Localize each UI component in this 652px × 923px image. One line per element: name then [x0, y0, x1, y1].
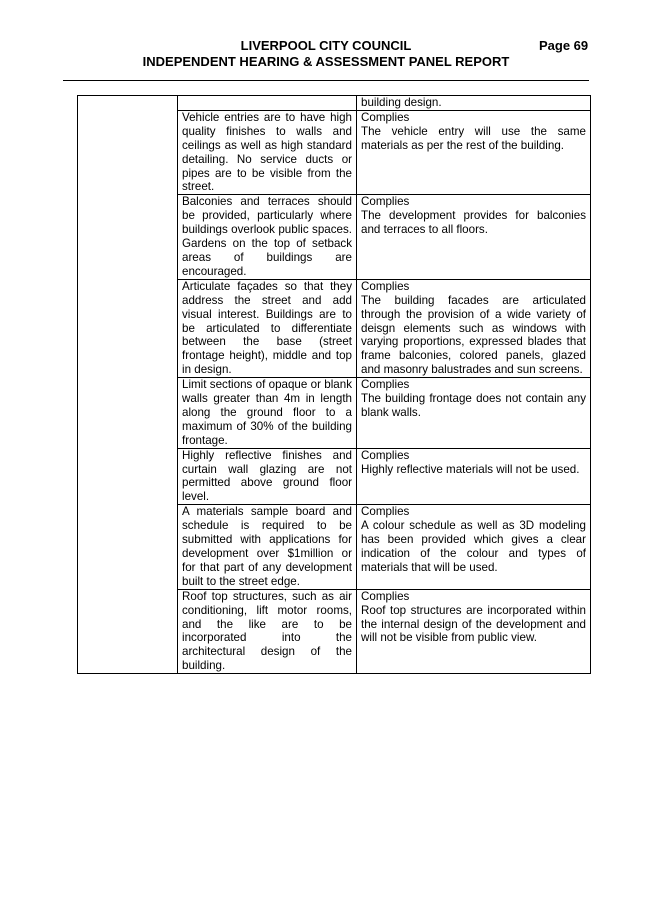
control-cell: Limit sections of opaque or blank walls greater than 4m in length along the ground floor to a maximum of 30% of the building frontage.	[178, 378, 357, 449]
compliance-status: Complies	[361, 195, 410, 209]
control-cell: Roof top structures, such as air conditioning, lift motor rooms, and the like are to be incorporated into the architectural design of the building.	[178, 589, 357, 673]
compliance-status: Complies	[361, 378, 410, 392]
page-number: Page 69	[539, 38, 589, 53]
comment-cell	[357, 589, 591, 673]
comment-text: Roof top structures are incorporated within the internal design of the development and will not be visible from public view.	[361, 603, 586, 645]
compliance-status: Complies	[361, 505, 410, 519]
control-cell: Articulate façades so that they address the street and add visual interest. Buildings are to be articulated to differentiate between the base (street frontage height), middle and top in design.	[178, 279, 357, 377]
compliance-status: Complies	[361, 110, 410, 124]
comment-cell	[357, 505, 591, 589]
control-cell: Balconies and terraces should be provided, particularly where buildings overlook public spaces. Gardens on the top of setback areas of buildings are encouraged.	[178, 195, 357, 279]
comment-cell	[357, 110, 591, 194]
report-title: INDEPENDENT HEARING & ASSESSMENT PANEL REPORT	[142, 54, 510, 69]
comment-cell	[357, 195, 591, 279]
control-cell	[178, 96, 357, 111]
council-name: LIVERPOOL CITY COUNCIL	[240, 38, 412, 53]
comment-text: A colour schedule as well as 3D modeling has been provided which gives a clear indication of the colour and types of materials that will be used.	[361, 519, 586, 574]
comment-cell	[357, 448, 591, 505]
comment-text: The vehicle entry will use the same materials as per the rest of the building.	[361, 124, 586, 152]
comment-text: The building frontage does not contain any blank walls.	[361, 392, 586, 419]
comment-cell	[357, 279, 591, 377]
compliance-status: Complies	[361, 279, 410, 293]
comment-text: The development provides for balconies and terraces to all floors.	[361, 209, 586, 237]
header-rule	[63, 80, 589, 81]
page-header	[0, 38, 652, 78]
comment-text: The building facades are articulated through the provision of a wide variety of deisgn elements such as windows with varying proportions, expressed blades that frame balconies, colored panels, glazed and masonry balustrades and sun screens.	[361, 293, 586, 377]
table-row	[78, 96, 591, 111]
comment-cell	[357, 96, 591, 111]
section-cell	[78, 96, 178, 674]
compliance-status: Complies	[361, 589, 410, 603]
control-cell: A materials sample board and schedule is required to be submitted with applications for development over $1million or for that part of any development built to the street edge.	[178, 505, 357, 589]
comment-text: Highly reflective materials will not be used.	[361, 462, 580, 476]
controls-table	[77, 95, 591, 674]
control-cell: Vehicle entries are to have high quality finishes to walls and ceilings as well as high standard detailing. No service ducts or pipes are to be visible from the street.	[178, 110, 357, 194]
comment-text: building design.	[361, 96, 442, 109]
compliance-status: Complies	[361, 448, 410, 462]
control-cell: Highly reflective finishes and curtain wall glazing are not permitted above ground floor level.	[178, 448, 357, 505]
comment-cell	[357, 378, 591, 449]
